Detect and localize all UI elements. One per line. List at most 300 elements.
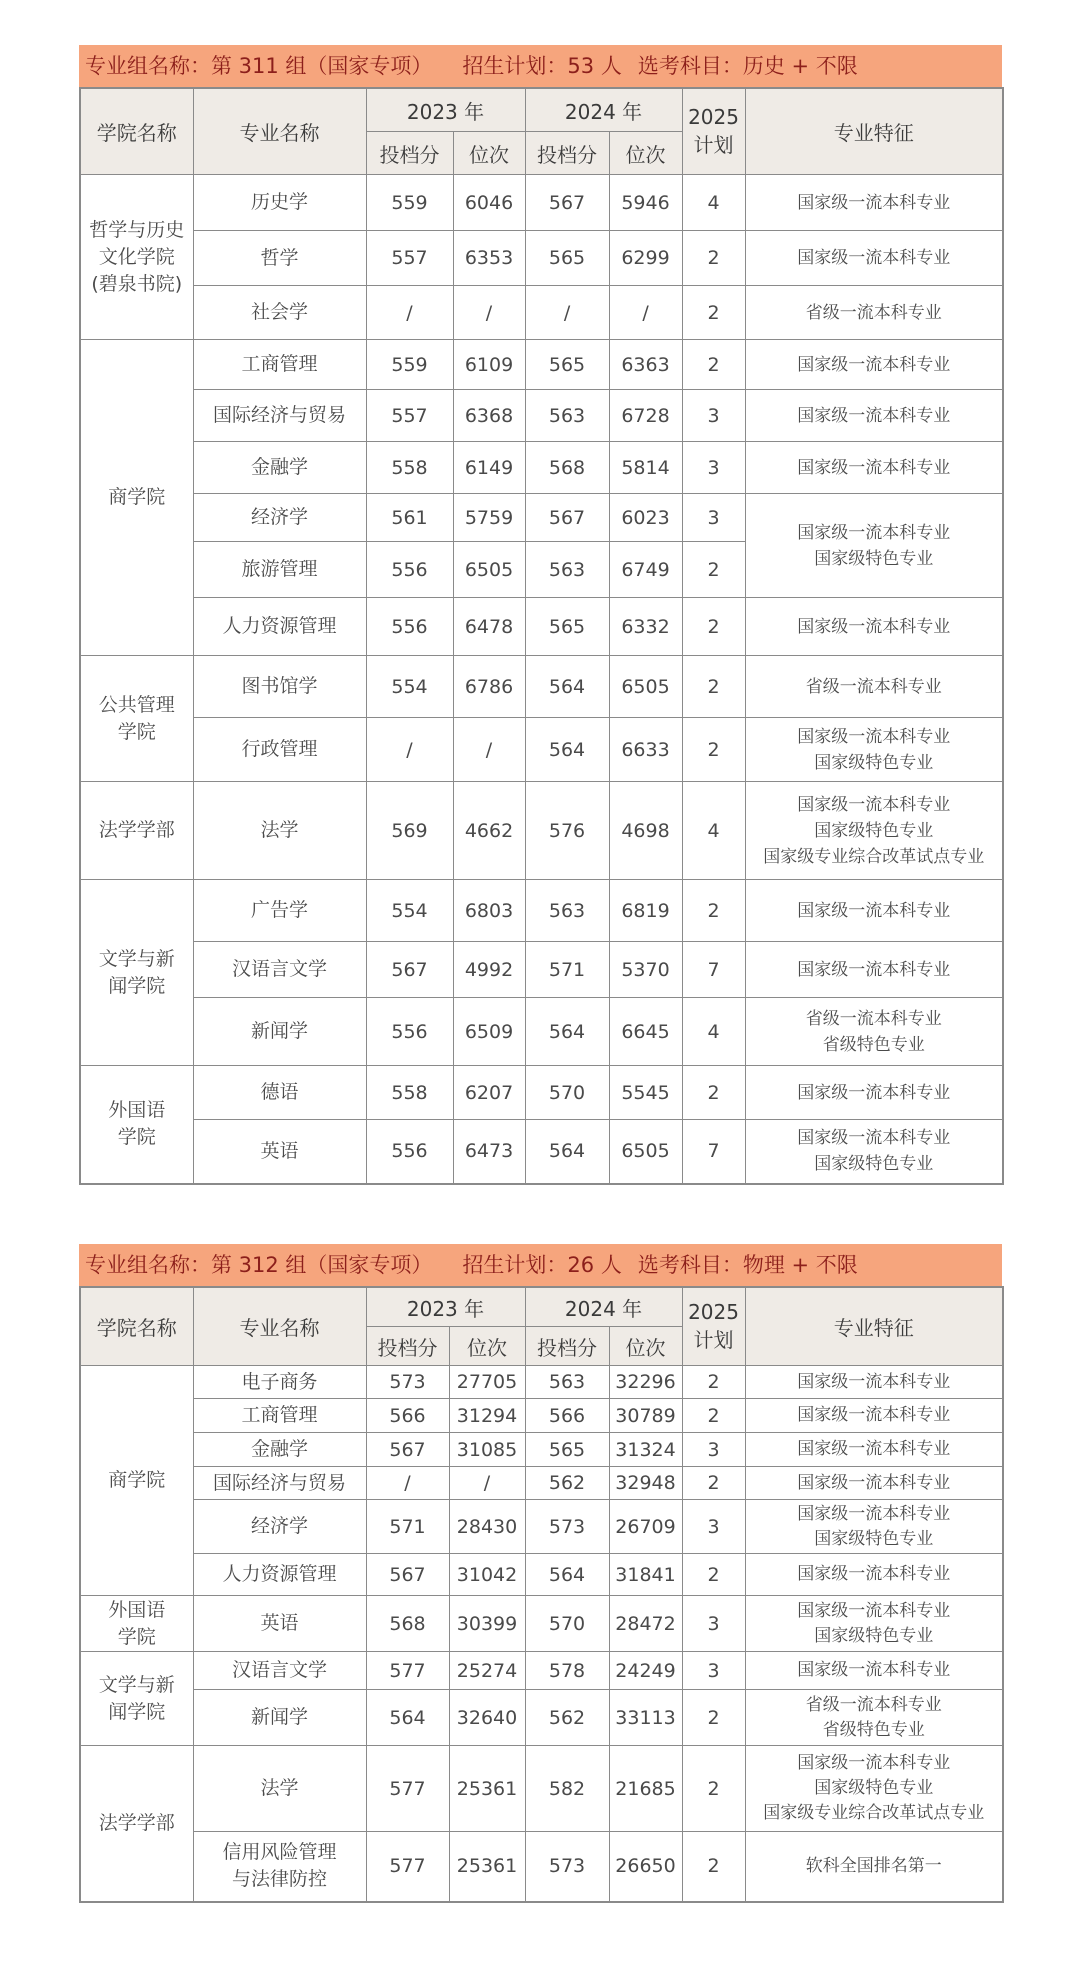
- plan-2025: [682, 1596, 745, 1652]
- score-2024: [525, 175, 609, 231]
- cell-line: 570: [548, 1612, 586, 1635]
- score-2024: [525, 390, 609, 442]
- major-feature: [745, 1596, 1003, 1652]
- plan-2025: [682, 880, 745, 942]
- major-feature: [745, 656, 1003, 718]
- cell-line: 4: [707, 819, 720, 842]
- cell-line: 6749: [621, 558, 670, 581]
- major-name: [193, 340, 366, 390]
- enrollment-plan: 招生计划：53 人: [462, 54, 622, 78]
- major-feature: [745, 340, 1003, 390]
- major-name: [193, 542, 366, 598]
- plan-2025: [682, 1066, 745, 1120]
- admission-table: [79, 1286, 1004, 1903]
- table-row: [80, 286, 1003, 340]
- header-plan-2025: [682, 1287, 745, 1366]
- plan-2025: [682, 286, 745, 340]
- plan-2025: [682, 1467, 745, 1500]
- major-feature: [745, 1366, 1003, 1399]
- table-row: [80, 175, 1003, 231]
- major-name: [193, 1746, 366, 1832]
- rank-2024: [609, 1500, 682, 1554]
- header-feature: [745, 1287, 1003, 1366]
- cell-line: 6478: [464, 615, 514, 638]
- cell-line: 2: [707, 558, 720, 581]
- rank-2024: [609, 1467, 682, 1500]
- cell-line: 2023 年: [406, 1296, 485, 1321]
- cell-line: 31324: [615, 1438, 676, 1461]
- cell-line: 4992: [464, 958, 514, 981]
- rank-2023: [449, 1366, 525, 1399]
- table-row: [80, 1399, 1003, 1433]
- plan-2025: [682, 175, 745, 231]
- cell-line: 法学学部: [98, 1811, 175, 1834]
- rank-2024: [609, 231, 682, 286]
- rank-2023: [453, 175, 525, 231]
- cell-line: 专业名称: [239, 1316, 320, 1340]
- plan-2025: [682, 942, 745, 998]
- cell-line: 软科全国排名第一: [805, 1855, 942, 1876]
- cell-line: 德语: [260, 1081, 299, 1103]
- cell-line: 法学: [260, 819, 299, 841]
- major-name: [193, 1832, 366, 1902]
- cell-line: 556: [391, 1020, 428, 1043]
- cell-line: 投档分: [377, 1335, 438, 1360]
- cell-line: 国家级一流本科专业: [797, 457, 951, 478]
- major-feature: [745, 942, 1003, 998]
- score-2024: [525, 1120, 609, 1184]
- cell-line: 562: [548, 1472, 586, 1494]
- major-feature: [745, 286, 1003, 340]
- cell-line: 国家级一流本科专业: [797, 1128, 951, 1149]
- score-2023: [366, 494, 453, 542]
- cell-line: 旅游管理: [241, 558, 318, 580]
- cell-line: 社会学: [250, 301, 308, 323]
- major-feature: [745, 1399, 1003, 1433]
- cell-line: 国家级一流本科专业: [797, 616, 951, 637]
- score-2024: [525, 782, 609, 880]
- college-name: [80, 656, 193, 782]
- plan-2025: [682, 494, 745, 542]
- plan-2025: [682, 542, 745, 598]
- table-row: [80, 942, 1003, 998]
- cell-line: 2: [707, 615, 720, 638]
- cell-line: 4: [707, 191, 720, 214]
- plan-2025: [682, 1690, 745, 1746]
- rank-2024: [609, 542, 682, 598]
- rank-2024: [609, 1746, 682, 1832]
- plan-2025: [682, 340, 745, 390]
- cell-line: 专业特征: [833, 121, 914, 145]
- major-name: [193, 286, 366, 340]
- rank-2024: [609, 880, 682, 942]
- score-2024: [525, 542, 609, 598]
- cell-line: 国家级特色专业: [814, 820, 934, 841]
- rank-2023: [453, 718, 525, 782]
- cell-line: 559: [391, 353, 428, 376]
- score-2023: [366, 718, 453, 782]
- rank-2023: [449, 1399, 525, 1433]
- cell-line: 国际经济与贸易: [212, 404, 346, 426]
- cell-line: 与法律防控: [231, 1868, 327, 1891]
- cell-line: 汉语言文学: [231, 1659, 327, 1681]
- plan-2025: [682, 718, 745, 782]
- college-name: [80, 1746, 193, 1902]
- cell-line: 国家级专业综合改革试点专业: [763, 1803, 985, 1823]
- cell-line: 559: [391, 191, 428, 214]
- college-name: [80, 340, 193, 656]
- cell-line: 4662: [464, 819, 514, 842]
- score-2024: [525, 1500, 609, 1554]
- cell-line: 国家级一流本科专业: [797, 1405, 951, 1425]
- cell-line: 计划: [693, 1328, 734, 1352]
- table-row: [80, 1554, 1003, 1596]
- score-2023: [366, 998, 453, 1066]
- score-2024: [525, 656, 609, 718]
- cell-line: 省级一流本科专业: [805, 302, 942, 323]
- cell-line: 565: [548, 1438, 586, 1461]
- cell-line: 558: [391, 1081, 428, 1104]
- major-feature: [745, 1500, 1003, 1554]
- rank-2024: [609, 1554, 682, 1596]
- cell-line: 6207: [464, 1081, 514, 1104]
- cell-line: 577: [389, 1659, 426, 1682]
- cell-line: 565: [548, 247, 586, 269]
- cell-line: /: [485, 301, 493, 324]
- cell-line: 国家级一流本科专业: [797, 1564, 951, 1584]
- cell-line: 567: [548, 506, 586, 529]
- cell-line: 3: [707, 404, 720, 427]
- cell-line: 信用风险管理: [222, 1841, 337, 1864]
- cell-line: 2: [707, 1706, 720, 1729]
- cell-line: 工商管理: [241, 1404, 318, 1426]
- plan-2025: [682, 1554, 745, 1596]
- rank-2023: [449, 1433, 525, 1467]
- cell-line: 5545: [621, 1081, 670, 1104]
- cell-line: 556: [391, 1140, 428, 1163]
- cell-line: 6109: [464, 353, 514, 376]
- cell-line: 位次: [625, 1335, 666, 1360]
- major-name: [193, 1066, 366, 1120]
- cell-line: 国家级一流本科专业: [797, 900, 951, 921]
- cell-line: 573: [548, 1855, 586, 1878]
- header-rank-2024: [609, 132, 682, 175]
- table-row: [80, 494, 1003, 542]
- table-row: [80, 782, 1003, 880]
- cell-line: 新闻学: [250, 1020, 308, 1042]
- major-name: [193, 1433, 366, 1467]
- cell-line: 学院名称: [96, 121, 177, 145]
- plan-2025: [682, 1120, 745, 1184]
- cell-line: 2: [707, 1563, 720, 1586]
- cell-line: 6803: [464, 899, 514, 922]
- major-name: [193, 1690, 366, 1746]
- cell-line: 电子商务: [241, 1370, 318, 1393]
- cell-line: 国家级一流本科专业: [797, 1439, 951, 1459]
- major-feature: [745, 1433, 1003, 1467]
- major-name: [193, 1467, 366, 1500]
- rank-2024: [609, 442, 682, 494]
- cell-line: 6728: [621, 404, 670, 427]
- major-name: [193, 718, 366, 782]
- cell-line: 省级一流本科专业: [805, 1008, 942, 1029]
- cell-line: 5814: [621, 456, 670, 479]
- plan-2025: [682, 782, 745, 880]
- rank-2023: [453, 390, 525, 442]
- cell-line: 564: [389, 1706, 426, 1729]
- score-2023: [366, 340, 453, 390]
- cell-line: 国家级一流本科专业: [797, 522, 951, 543]
- cell-line: /: [404, 1472, 411, 1494]
- cell-line: 3: [707, 1659, 720, 1682]
- rank-2023: [453, 231, 525, 286]
- score-2024: [525, 286, 609, 340]
- cell-line: 商学院: [108, 1469, 166, 1491]
- cell-line: 2025: [688, 1300, 739, 1324]
- cell-line: 28472: [615, 1612, 676, 1635]
- rank-2024: [609, 1066, 682, 1120]
- cell-line: 经济学: [250, 506, 308, 528]
- score-2024: [525, 1652, 609, 1690]
- score-2024: [525, 1832, 609, 1902]
- cell-line: 563: [548, 1371, 586, 1393]
- rank-2024: [609, 1690, 682, 1746]
- college-name: [80, 880, 193, 1066]
- header-score-2023: [366, 1327, 449, 1366]
- cell-line: 省级特色专业: [822, 1034, 925, 1055]
- score-2023: [366, 542, 453, 598]
- cell-line: /: [642, 301, 649, 324]
- table-header: [80, 88, 1003, 175]
- cell-line: 商学院: [108, 486, 166, 508]
- cell-line: 6633: [621, 738, 670, 761]
- major-name: [193, 656, 366, 718]
- cell-line: 哲学与历史: [89, 218, 185, 241]
- major-feature: [745, 718, 1003, 782]
- cell-line: 2: [707, 675, 720, 698]
- rank-2023: [453, 340, 525, 390]
- cell-line: 573: [548, 1515, 586, 1538]
- major-feature: [745, 998, 1003, 1066]
- score-2024: [525, 1399, 609, 1433]
- cell-line: 556: [391, 615, 428, 638]
- cell-line: 经济学: [250, 1515, 308, 1537]
- cell-line: 7: [707, 1140, 720, 1163]
- major-feature: [745, 1690, 1003, 1746]
- cell-line: 省级特色专业: [822, 1719, 925, 1740]
- cell-line: 571: [548, 958, 586, 981]
- cell-line: 文学与新: [98, 947, 175, 970]
- score-2024: [525, 1746, 609, 1832]
- major-name: [193, 782, 366, 880]
- score-2024: [525, 718, 609, 782]
- major-name: [193, 390, 366, 442]
- cell-line: 2: [707, 301, 720, 324]
- header-major: [193, 1287, 366, 1366]
- score-2023: [366, 1832, 449, 1902]
- cell-line: 31042: [456, 1563, 518, 1586]
- cell-line: 564: [548, 1020, 586, 1043]
- major-feature: [745, 880, 1003, 942]
- cell-line: 3: [707, 1515, 720, 1538]
- score-2024: [525, 598, 609, 656]
- cell-line: 564: [548, 738, 586, 761]
- cell-line: 25361: [456, 1777, 518, 1800]
- cell-line: 2: [707, 899, 720, 922]
- cell-line: 5759: [464, 506, 514, 529]
- cell-line: 6023: [621, 506, 670, 529]
- score-2023: [366, 1467, 449, 1500]
- table-row: [80, 1746, 1003, 1832]
- table-row: [80, 1066, 1003, 1120]
- plan-2025: [682, 656, 745, 718]
- cell-line: 国家级一流本科专业: [797, 1660, 951, 1680]
- rank-2024: [609, 1120, 682, 1184]
- header-rank-2023: [453, 132, 525, 175]
- score-2023: [366, 1066, 453, 1120]
- major-name: [193, 880, 366, 942]
- cell-line: 国际经济与贸易: [212, 1471, 346, 1494]
- score-2023: [366, 1399, 449, 1433]
- group-name: 专业组名称：第 312 组（国家专项）: [85, 1253, 433, 1277]
- admission-table-section-312: [79, 1244, 1002, 1903]
- cell-line: /: [563, 301, 571, 324]
- major-feature: [745, 390, 1003, 442]
- cell-line: 位次: [469, 142, 509, 167]
- cell-line: 国家级一流本科专业: [797, 248, 951, 268]
- cell-line: 国家级一流本科专业: [797, 1472, 951, 1493]
- major-feature: [745, 1652, 1003, 1690]
- rank-2023: [453, 782, 525, 880]
- cell-line: 25274: [456, 1659, 518, 1682]
- header-feature: [745, 88, 1003, 175]
- score-2023: [366, 1366, 449, 1399]
- score-2023: [366, 1433, 449, 1467]
- score-2023: [366, 231, 453, 286]
- table-row: [80, 231, 1003, 286]
- rank-2023: [449, 1500, 525, 1554]
- header-score-2024: [525, 132, 609, 175]
- table-row: [80, 1596, 1003, 1652]
- cell-line: 英语: [260, 1139, 299, 1162]
- score-2024: [525, 1433, 609, 1467]
- cell-line: 569: [391, 819, 428, 842]
- rank-2023: [449, 1690, 525, 1746]
- score-2023: [366, 598, 453, 656]
- cell-line: 566: [389, 1404, 426, 1427]
- rank-2024: [609, 1596, 682, 1652]
- cell-line: 554: [391, 899, 428, 922]
- cell-line: 3: [707, 1438, 720, 1461]
- major-name: [193, 1366, 366, 1399]
- cell-line: 563: [548, 404, 586, 427]
- table-row: [80, 1120, 1003, 1184]
- cell-line: 577: [389, 1855, 426, 1878]
- cell-line: 2024 年: [564, 1296, 643, 1321]
- cell-line: 国家级一流本科专业: [797, 1600, 951, 1621]
- cell-line: 31294: [456, 1404, 518, 1427]
- major-feature: [745, 231, 1003, 286]
- rank-2024: [609, 1433, 682, 1467]
- score-2024: [525, 880, 609, 942]
- cell-line: 567: [391, 958, 428, 981]
- cell-line: 6645: [621, 1020, 670, 1043]
- cell-line: 专业名称: [239, 121, 320, 145]
- cell-line: 7: [707, 958, 720, 981]
- plan-2025: [682, 1500, 745, 1554]
- plan-2025: [682, 598, 745, 656]
- cell-line: /: [485, 738, 493, 761]
- score-2024: [525, 1690, 609, 1746]
- cell-line: 5370: [621, 958, 670, 981]
- cell-line: 562: [548, 1706, 586, 1729]
- group-banner: [79, 45, 1002, 87]
- major-name: [193, 1500, 366, 1554]
- subject-requirement: 选考科目：物理 + 不限: [637, 1253, 858, 1277]
- cell-line: 国家级特色专业: [814, 752, 934, 773]
- cell-line: 32948: [615, 1472, 676, 1494]
- score-2023: [366, 1690, 449, 1746]
- major-feature: [745, 1467, 1003, 1500]
- score-2024: [525, 1467, 609, 1500]
- cell-line: 565: [548, 615, 586, 638]
- cell-line: 省级一流本科专业: [805, 676, 942, 697]
- cell-line: 4: [707, 1020, 720, 1043]
- header-year-2023: [366, 1287, 525, 1327]
- rank-2024: [609, 1832, 682, 1902]
- cell-line: 国家级一流本科专业: [797, 1371, 951, 1392]
- score-2024: [525, 442, 609, 494]
- cell-line: 6505: [621, 675, 670, 698]
- cell-line: 2024 年: [564, 99, 643, 124]
- score-2023: [366, 880, 453, 942]
- table-row: [80, 1467, 1003, 1500]
- score-2023: [366, 656, 453, 718]
- cell-line: 2: [707, 1472, 720, 1494]
- header-year-2023: [366, 88, 525, 132]
- cell-line: 省级一流本科专业: [805, 1694, 942, 1715]
- score-2024: [525, 998, 609, 1066]
- major-name: [193, 494, 366, 542]
- cell-line: 金融学: [250, 1438, 308, 1460]
- rank-2023: [449, 1554, 525, 1596]
- cell-line: 6299: [621, 247, 670, 269]
- cell-line: 国家级特色专业: [814, 1154, 934, 1175]
- table-row: [80, 340, 1003, 390]
- cell-line: 国家级一流本科专业: [797, 1503, 951, 1524]
- score-2023: [366, 1652, 449, 1690]
- cell-line: 561: [391, 506, 428, 529]
- cell-line: 570: [548, 1081, 586, 1104]
- cell-line: /: [483, 1472, 491, 1494]
- score-2023: [366, 1554, 449, 1596]
- cell-line: 学院: [117, 720, 156, 743]
- major-feature: [745, 442, 1003, 494]
- cell-line: 6473: [464, 1140, 514, 1163]
- cell-line: 563: [548, 899, 586, 922]
- cell-line: 历史学: [250, 191, 308, 213]
- cell-line: 国家级一流本科专业: [797, 1753, 951, 1773]
- table-row: [80, 1500, 1003, 1554]
- major-name: [193, 998, 366, 1066]
- rank-2023: [449, 1832, 525, 1902]
- rank-2023: [453, 998, 525, 1066]
- rank-2024: [609, 656, 682, 718]
- cell-line: 2: [707, 1777, 720, 1800]
- cell-line: 2: [707, 1081, 720, 1104]
- table-body: [80, 175, 1003, 1184]
- cell-line: 国家级特色专业: [814, 548, 934, 569]
